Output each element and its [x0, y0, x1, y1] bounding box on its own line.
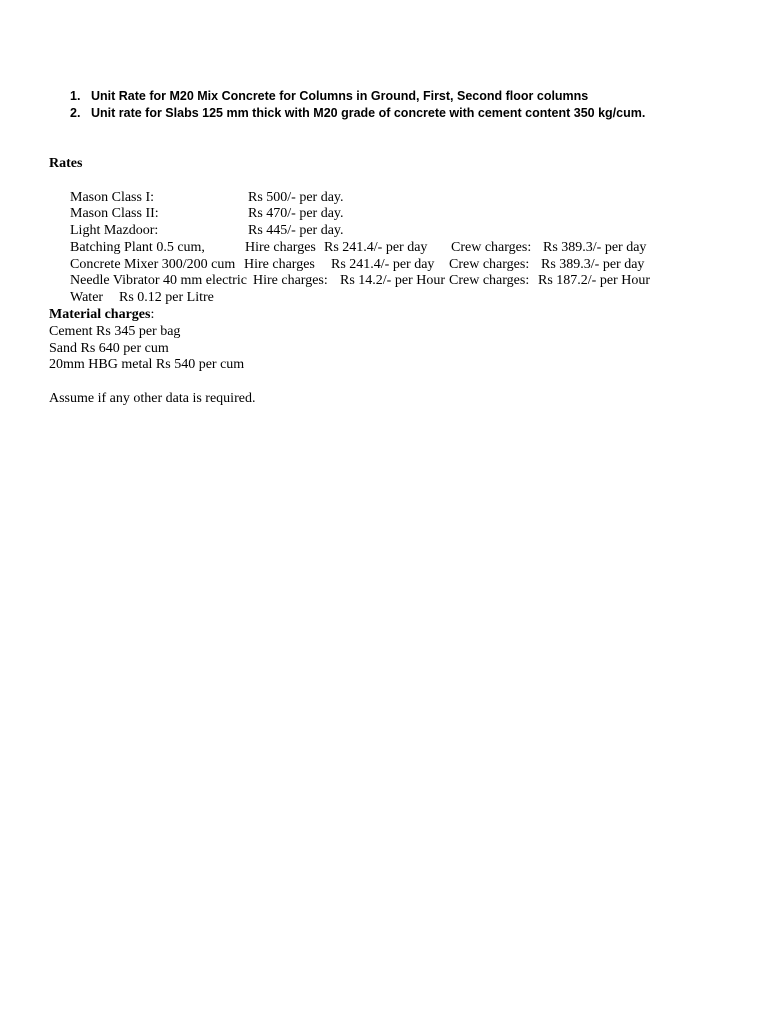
assumption-note: Assume if any other data is required.	[49, 391, 256, 406]
question-text: Unit rate for Slabs 125 mm thick with M20 grade of concrete with cement content 350 kg/cum.	[91, 106, 646, 120]
crew-label: Crew charges:	[449, 273, 530, 288]
hire-label: Hire charges	[244, 257, 315, 272]
material-charges-heading	[49, 307, 154, 324]
question-number: 2.	[70, 106, 81, 120]
rate-item: Light Mazdoor:	[70, 223, 159, 238]
rate-row-mason-class-1	[70, 190, 690, 207]
equipment-item: Concrete Mixer 300/200 cum	[70, 257, 236, 272]
water-item: Water	[70, 290, 104, 305]
water-rate: Rs 0.12 per Litre	[119, 290, 214, 305]
crew-label: Crew charges:	[449, 257, 530, 272]
rate-row-needle-vibrator	[70, 273, 690, 290]
material-item: 20mm HBG metal Rs 540 per cum	[49, 357, 245, 372]
rate-item: Mason Class II:	[70, 206, 159, 221]
rate-item: Mason Class I:	[70, 190, 154, 205]
rates-heading: Rates	[49, 156, 83, 171]
question-item	[70, 88, 645, 105]
rate-row-concrete-mixer	[70, 257, 690, 274]
rate-row-batching-plant	[70, 240, 690, 257]
rate-value: Rs 470/- per day.	[248, 206, 344, 221]
question-list	[70, 88, 645, 122]
crew-rate: Rs 389.3/- per day	[543, 240, 647, 255]
hire-rate: Rs 241.4/- per day	[331, 257, 435, 272]
equipment-item: Needle Vibrator 40 mm electric	[70, 273, 247, 288]
crew-rate: Rs 187.2/- per Hour	[538, 273, 650, 288]
hire-label: Hire charges	[245, 240, 316, 255]
question-item	[70, 105, 645, 122]
crew-rate: Rs 389.3/- per day	[541, 257, 645, 272]
material-heading-text: Material charges	[49, 307, 151, 322]
hire-rate: Rs 14.2/- per Hour	[340, 273, 445, 288]
hire-rate: Rs 241.4/- per day	[324, 240, 428, 255]
material-heading-colon: :	[150, 307, 155, 322]
hire-label: Hire charges:	[253, 273, 328, 288]
equipment-item: Batching Plant 0.5 cum,	[70, 240, 205, 255]
material-item: Sand Rs 640 per cum	[49, 341, 169, 356]
crew-label: Crew charges:	[451, 240, 532, 255]
material-item: Cement Rs 345 per bag	[49, 324, 181, 339]
rate-value: Rs 445/- per day.	[248, 223, 344, 238]
rate-row-water	[70, 290, 690, 307]
rate-value: Rs 500/- per day.	[248, 190, 344, 205]
rate-row-mason-class-2	[70, 206, 690, 223]
question-number: 1.	[70, 89, 81, 103]
question-text: Unit Rate for M20 Mix Concrete for Columns in Ground, First, Second floor columns	[91, 89, 589, 103]
rate-row-light-mazdoor	[70, 223, 690, 240]
